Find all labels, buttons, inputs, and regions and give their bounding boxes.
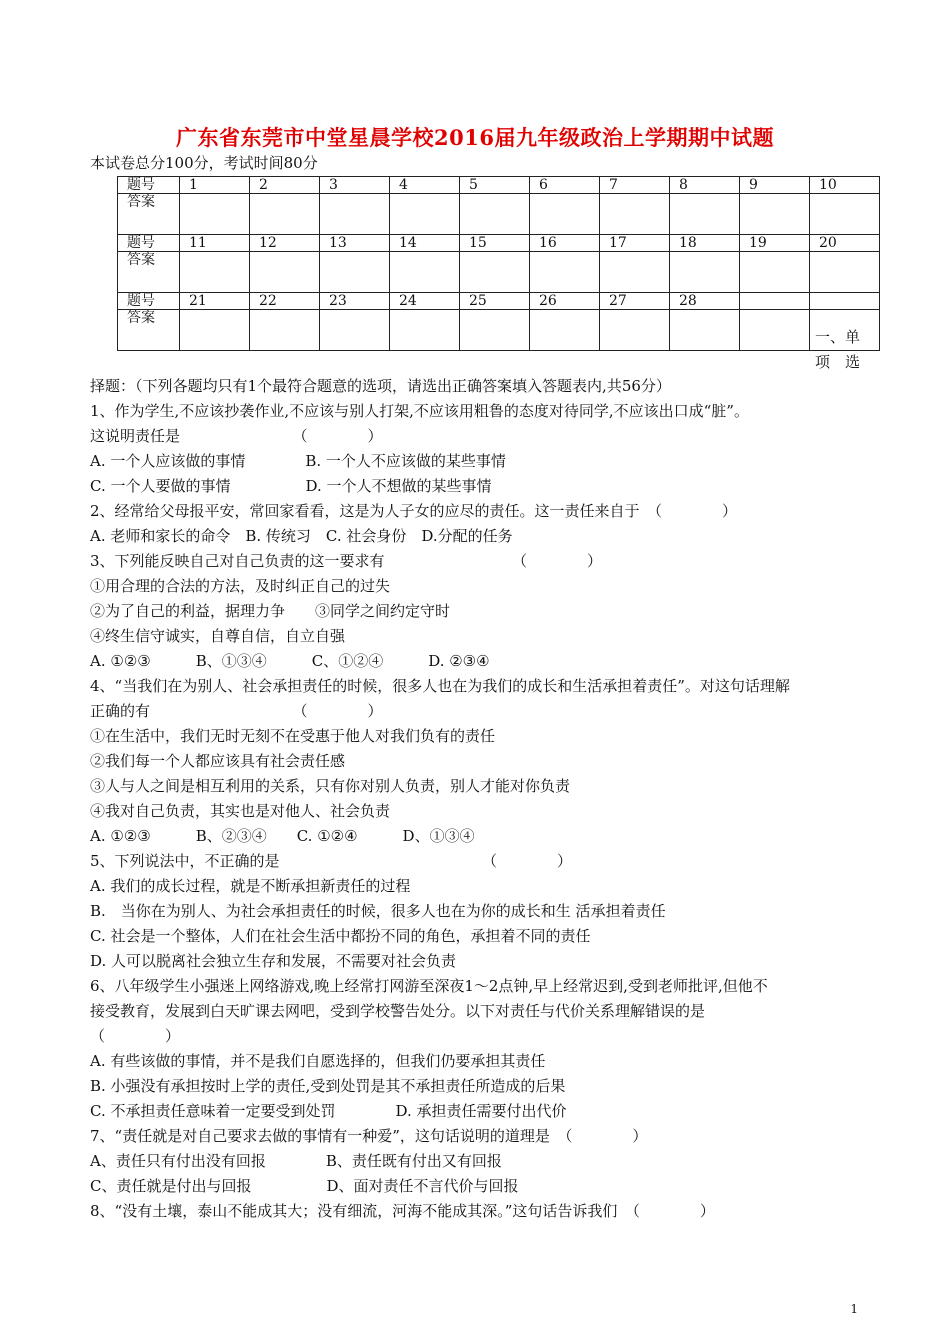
table-cell: 15 [460,235,530,252]
table-cell: 24 [390,293,460,310]
answer-cell[interactable] [530,252,600,293]
table-cell: 9 [740,177,810,194]
table-cell: 20 [810,235,880,252]
table-row [118,252,880,293]
table-cell: 8 [670,177,740,194]
question-line: A. 老师和家长的命令 B. 传统习 C. 社会身份 D.分配的任务 [90,527,513,545]
answer-cell[interactable] [810,194,880,235]
answer-cell[interactable] [180,252,250,293]
answer-cell[interactable] [250,310,320,351]
question-line: C、责任就是付出与回报 D、面对责任不言代价与回报 [90,1177,519,1195]
question-line: ④我对自己负责，其实也是对他人、社会负责 [90,802,391,820]
answer-cell[interactable] [740,194,810,235]
answer-cell[interactable] [460,252,530,293]
answer-cell[interactable] [460,310,530,351]
document-title: 广东省东莞市中堂星晨学校2016届九年级政治上学期期中试题 [176,125,774,150]
answer-cell[interactable] [460,194,530,235]
question-line: ①在生活中，我们无时无刻不在受惠于他人对我们负有的责任 [90,727,496,745]
question-line: A、责任只有付出没有回报 B、责任既有付出又有回报 [90,1152,502,1170]
answer-cell[interactable] [600,310,670,351]
table-cell: 25 [460,293,530,310]
table-cell: 26 [530,293,600,310]
table-row [118,310,880,351]
answer-cell[interactable] [530,194,600,235]
table-row [118,177,880,194]
table-cell: 27 [600,293,670,310]
section-heading: 择题：（下列各题均只有1个最符合题意的选项，请选出正确答案填入答题表内,共56分） [90,377,671,395]
table-cell: 13 [320,235,390,252]
question-line: 2、经常给父母报平安，常回家看看，这是为人子女的应尽的责任。这一责任来自于 （ ） [90,502,738,520]
question-line: （ ） [90,1027,181,1045]
question-line: 1、作为学生,不应该抄袭作业,不应该与别人打架,不应该用粗鲁的态度对待同学,不应该出口成“脏”。 [90,402,749,420]
question-line: C. 社会是一个整体，人们在社会生活中都扮不同的角色，承担着不同的责任 [90,927,591,945]
table-cell: 答案 [118,252,180,293]
answer-table [117,176,880,351]
section-heading-part2: 项 选 [815,353,861,371]
question-line: A. ①②③ B、①③④ C、①②④ D. ②③④ [90,652,490,670]
table-cell [740,293,810,310]
answer-cell[interactable] [670,252,740,293]
section-heading-part1: 一、单 [815,328,861,346]
answer-cell[interactable] [670,194,740,235]
question-line: A. 有些该做的事情，并不是我们自愿选择的，但我们仍要承担其责任 [90,1052,546,1070]
table-cell: 28 [670,293,740,310]
table-cell: 1 [180,177,250,194]
table-cell: 10 [810,177,880,194]
question-line: A. 一个人应该做的事情 B. 一个人不应该做的某些事情 [90,452,506,470]
question-line: ④终生信守诚实，自尊自信，自立自强 [90,627,346,645]
question-line: ②为了自己的利益，据理力争 ③同学之间约定守时 [90,602,451,620]
answer-cell[interactable] [180,194,250,235]
question-line: A. ①②③ B、②③④ C. ①②④ D、①③④ [90,827,475,845]
answer-cell[interactable] [670,310,740,351]
table-cell: 23 [320,293,390,310]
answer-cell[interactable] [810,252,880,293]
question-line: 8、“没有土壤，泰山不能成其大；没有细流，河海不能成其深。”这句话告诉我们 （ ） [90,1202,715,1220]
table-cell: 5 [460,177,530,194]
question-line: 5、下列说法中，不正确的是 （ ） [90,852,573,870]
table-cell: 3 [320,177,390,194]
answer-cell[interactable] [320,310,390,351]
question-line: ①用合理的合法的方法，及时纠正自己的过失 [90,577,391,595]
question-line: ②我们每一个人都应该具有社会责任感 [90,752,346,770]
table-cell: 19 [740,235,810,252]
table-row [118,235,880,252]
question-line: 3、下列能反映自己对自己负责的这一要求有 （ ） [90,552,603,570]
answer-cell[interactable] [600,194,670,235]
answer-cell[interactable] [250,194,320,235]
answer-cell[interactable] [600,252,670,293]
answer-cell[interactable] [740,310,810,351]
answer-cell[interactable] [530,310,600,351]
question-line: 接受教育，发展到白天旷课去网吧，受到学校警告处分。以下对责任与代价关系理解错误的是 [90,1002,706,1020]
answer-cell[interactable] [180,310,250,351]
question-line: 正确的有 （ ） [90,702,383,720]
table-cell: 12 [250,235,320,252]
table-cell: 7 [600,177,670,194]
question-line: 7、“责任就是对自己要求去做的事情有一种爱”，这句话说明的道理是 （ ） [90,1127,648,1145]
question-line: ③人与人之间是相互利用的关系，只有你对别人负责，别人才能对你负责 [90,777,571,795]
question-line: 6、八年级学生小强迷上网络游戏,晚上经常打网游至深夜1～2点钟,早上经常迟到,受到老师批评,但他不 [90,977,768,995]
answer-cell[interactable] [320,252,390,293]
question-line: A. 我们的成长过程，就是不断承担新责任的过程 [90,877,411,895]
question-line: D. 人可以脱离社会独立生存和发展，不需要对社会负责 [90,952,457,970]
table-row [118,293,880,310]
question-line: C. 不承担责任意味着一定要受到处罚 D. 承担责任需要付出代价 [90,1102,567,1120]
question-line: 4、“当我们在为别人、社会承担责任的时候，很多人也在为我们的成长和生活承担着责任”。对这句话理解 [90,677,790,695]
table-cell: 22 [250,293,320,310]
table-cell: 答案 [118,194,180,235]
exam-intro: 本试卷总分100分，考试时间80分 [90,154,318,172]
table-cell: 6 [530,177,600,194]
question-line: 这说明责任是 （ ） [90,427,383,445]
table-cell: 21 [180,293,250,310]
table-cell: 2 [250,177,320,194]
question-line: C. 一个人要做的事情 D. 一个人不想做的某些事情 [90,477,492,495]
answer-cell[interactable] [320,194,390,235]
table-cell: 题号 [118,177,180,194]
table-cell: 题号 [118,235,180,252]
table-cell: 18 [670,235,740,252]
question-line: B. 当你在为别人、为社会承担责任的时候，很多人也在为你的成长和生 活承担着责任 [90,902,666,920]
table-cell: 答案 [118,310,180,351]
question-line: B. 小强没有承担按时上学的责任,受到处罚是其不承担责任所造成的后果 [90,1077,566,1095]
table-cell [810,293,880,310]
table-cell: 11 [180,235,250,252]
answer-cell[interactable] [390,194,460,235]
table-row [118,194,880,235]
table-cell: 4 [390,177,460,194]
table-cell: 题号 [118,293,180,310]
table-cell: 17 [600,235,670,252]
answer-cell[interactable] [390,310,460,351]
page-number: 1 [850,1302,858,1316]
answer-cell[interactable] [390,252,460,293]
answer-cell[interactable] [250,252,320,293]
table-cell: 16 [530,235,600,252]
table-cell: 14 [390,235,460,252]
answer-cell[interactable] [740,252,810,293]
